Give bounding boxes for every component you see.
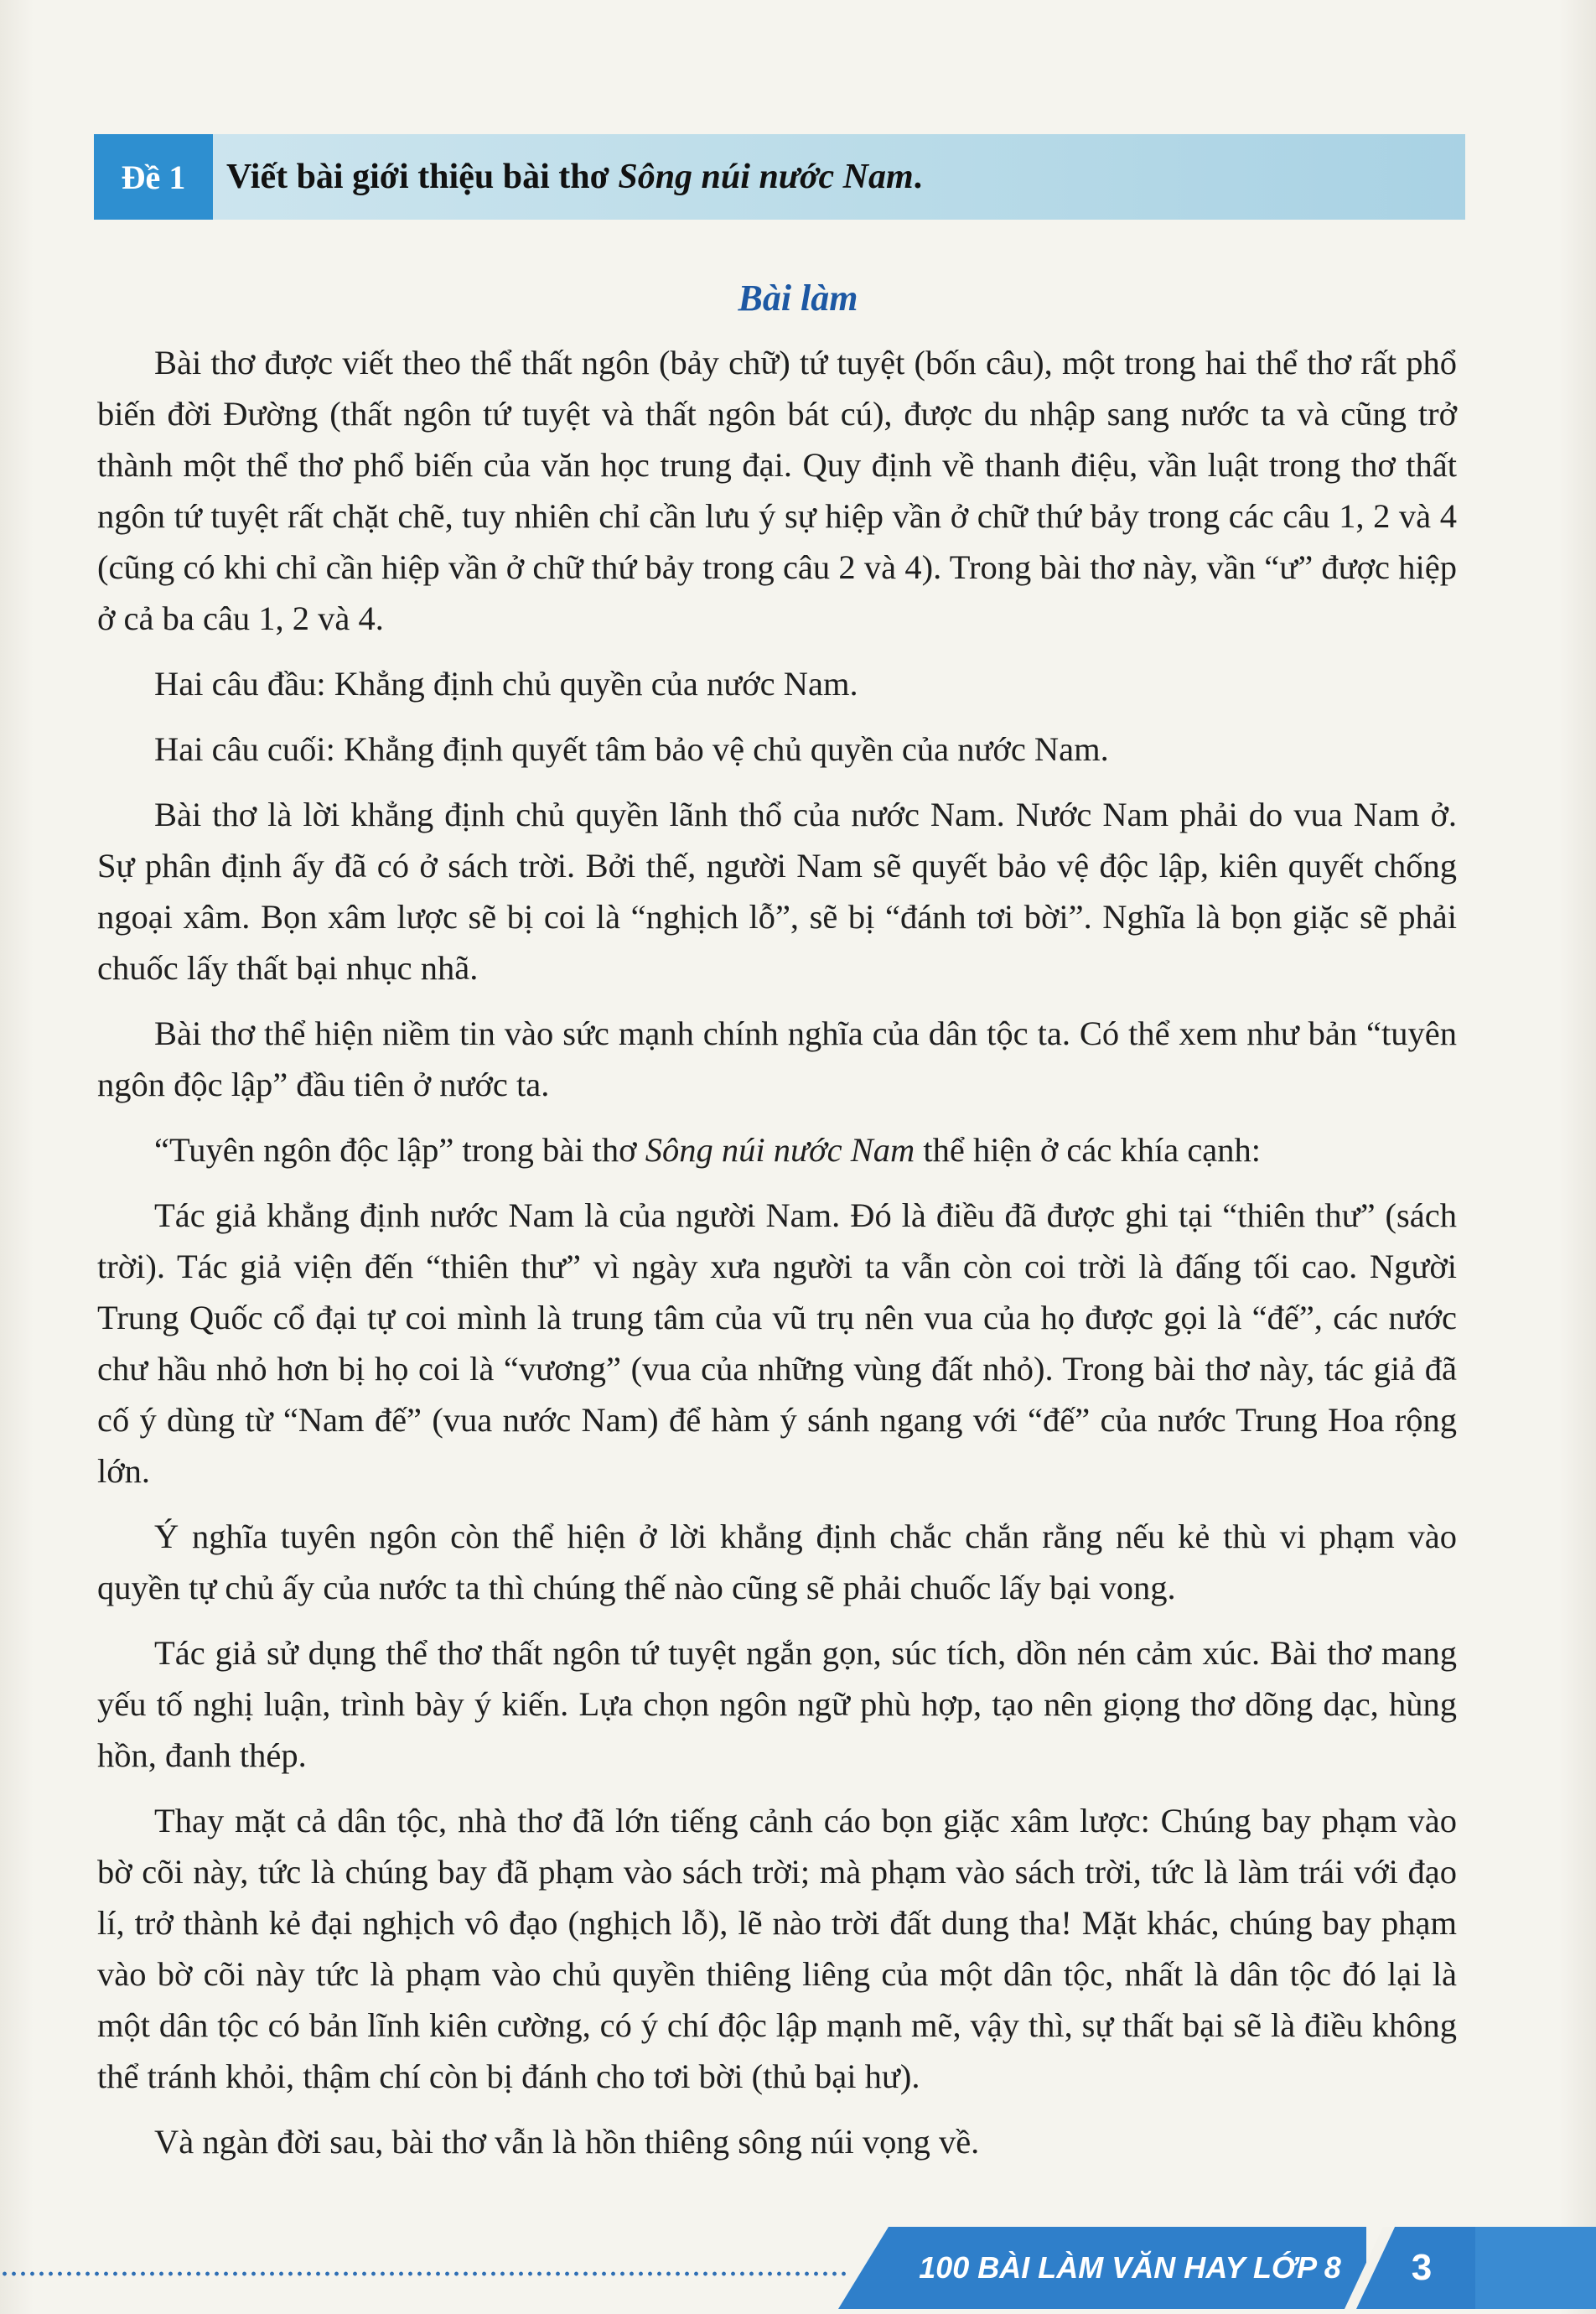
- paragraph: Hai câu đầu: Khẳng định chủ quyền của nước Nam.: [154, 665, 858, 703]
- paragraph: Ý nghĩa tuyên ngôn còn thể hiện ở lời khẳng định chắc chắn rằng nếu kẻ thù vi phạm vào quyền tự chủ ấy của nước ta thì chúng thế nào cũng sẽ phải chuốc lấy bại vong.: [97, 1518, 1457, 1606]
- section-heading: Bài làm: [738, 278, 858, 319]
- paragraph: Và ngàn đời sau, bài thơ vẫn là hồn thiêng sông núi vọng về.: [154, 2123, 980, 2161]
- exercise-title-prefix: Viết bài giới thiệu bài thơ: [226, 158, 609, 196]
- essay-body: [97, 337, 1457, 2182]
- footer-edge-strip: [1475, 2227, 1596, 2309]
- paragraph: Hai câu cuối: Khẳng định quyết tâm bảo vệ chủ quyền của nước Nam.: [154, 730, 1109, 768]
- paragraph-text: “Tuyên ngôn độc lập” trong bài thơ: [154, 1131, 645, 1169]
- exercise-number-tag: Đề 1: [94, 134, 213, 220]
- book-title: 100 BÀI LÀM VĂN HAY LỚP 8: [919, 2250, 1341, 2285]
- paragraph: Bài thơ được viết theo thể thất ngôn (bảy chữ) tứ tuyệt (bốn câu), một trong hai thể thơ rất phổ biến đời Đường (thất ngôn tứ tuyệt và thất ngôn bát cú), được du nhập sang nước ta và cũng trở thành một thể thơ phổ biến của văn học trung đại. Quy định về thanh điệu, vần luật trong thơ thất ngôn tứ tuyệt rất chặt chẽ, tuy nhiên chỉ cần lưu ý sự hiệp vần ở chữ thứ bảy trong các câu 1, 2 và 4 (cũng có khi chỉ cần hiệp vần ở chữ thứ bảy trong câu 2 và 4). Trong bài thơ này, vần “ư” được hiệp ở cả ba câu 1, 2 và 4.: [97, 344, 1457, 637]
- paragraph: Tác giả khẳng định nước Nam là của người Nam. Đó là điều đã được ghi tại “thiên thư” (sách trời). Tác giả viện đến “thiên thư” vì ngày xưa người ta vẫn còn coi trời là đấng tối cao. Người Trung Quốc cổ đại tự coi mình là trung tâm của vũ trụ nên vua của họ được gọi là “đế”, các nước chư hầu nhỏ hơn bị họ coi là “vương” (vua của những vùng đất nhỏ). Trong bài thơ này, tác giả đã cố ý dùng từ “Nam đế” (vua nước Nam) để hàm ý sánh ngang với “đế” của nước Trung Hoa rộng lớn.: [97, 1196, 1457, 1490]
- paragraph-text: thể hiện ở các khía cạnh:: [915, 1131, 1262, 1169]
- poem-title: Sông núi nước Nam: [645, 1131, 915, 1169]
- exercise-title-suffix: .: [913, 158, 923, 196]
- footer-dotted-rule: [0, 2271, 847, 2276]
- page-number: 3: [1411, 2247, 1433, 2288]
- exercise-title: [226, 134, 922, 220]
- paragraph: Thay mặt cả dân tộc, nhà thơ đã lớn tiếng cảnh cáo bọn giặc xâm lược: Chúng bay phạm vào bờ cõi này, tức là chúng bay đã phạm vào sách trời; mà phạm vào sách trời, tức là làm trái với đạo lí, trở thành kẻ đại nghịch vô đạo (nghịch lỗ), lẽ nào trời đất dung tha! Mặt khác, chúng bay phạm vào bờ cõi này tức là phạm vào chủ quyền thiêng liêng của một dân tộc, nhất là dân tộc đó lại là một dân tộc có bản lĩnh kiên cường, có ý chí độc lập mạnh mẽ, vậy thì, sự thất bại sẽ là điều không thể tránh khỏi, thậm chí còn bị đánh cho tơi bời (thủ bại hư).: [97, 1802, 1457, 2095]
- paragraph: Bài thơ là lời khẳng định chủ quyền lãnh thổ của nước Nam. Nước Nam phải do vua Nam ở. Sự phân định ấy đã có ở sách trời. Bởi thế, người Nam sẽ quyết bảo vệ độc lập, kiên quyết chống ngoại xâm. Bọn xâm lược sẽ bị coi là “nghịch lỗ”, sẽ bị “đánh tơi bời”. Nghĩa là bọn giặc sẽ phải chuốc lấy thất bại nhục nhã.: [97, 796, 1457, 987]
- paragraph: [97, 1124, 1457, 1175]
- paragraph: Bài thơ thể hiện niềm tin vào sức mạnh chính nghĩa của dân tộc ta. Có thể xem như bản “tuyên ngôn độc lập” đầu tiên ở nước ta.: [97, 1014, 1457, 1103]
- exercise-title-work: Sông núi nước Nam: [618, 158, 914, 196]
- paragraph: Tác giả sử dụng thể thơ thất ngôn tứ tuyệt ngắn gọn, súc tích, dồn nén cảm xúc. Bài thơ mang yếu tố nghị luận, trình bày ý kiến. Lựa chọn ngôn ngữ phù hợp, tạo nên giọng thơ dõng dạc, hùng hồn, đanh thép.: [97, 1634, 1457, 1774]
